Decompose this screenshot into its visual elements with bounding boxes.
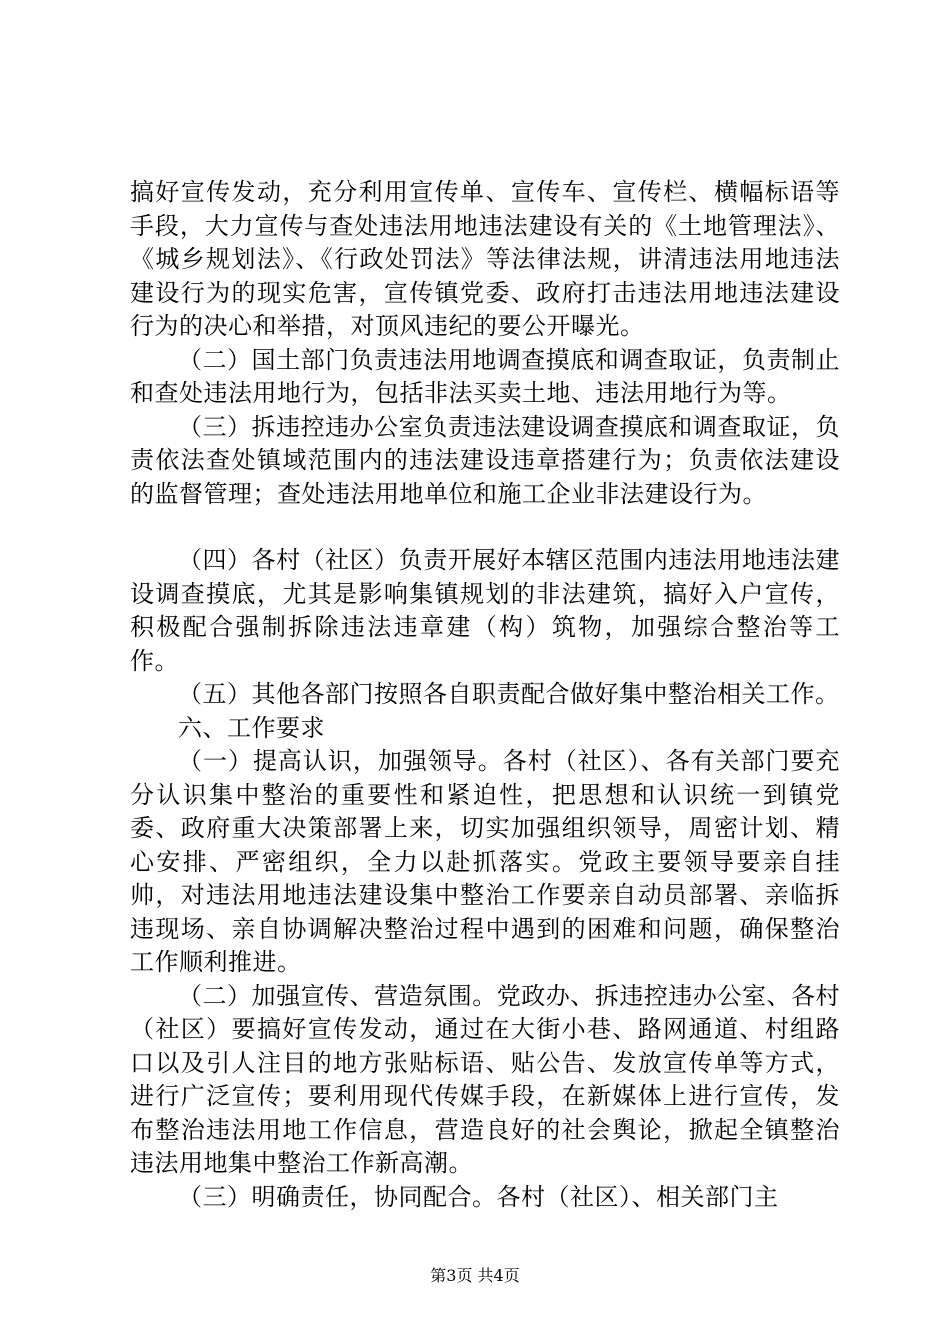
page-number-footer: 第3页 共4页 xyxy=(430,1266,520,1285)
paragraph-publicity-atmosphere: （二）加强宣传、营造氛围。党政办、拆违控违办公室、各村（社区）要搞好宣传发动，通过在大街小巷、路网通道、村组路口以及引人注目的地方张贴标语、贴公告、发放宣传单等方式，进行广泛宣传；要利用现代传媒手段，在新媒体上进行宣传，发布整治违法用地工作信息，营造良好的社会舆论，掀起全镇整治违法用地集中整治工作新高潮。 xyxy=(130,981,840,1177)
paragraph-villages: （四）各村（社区）负责开展好本辖区范围内违法用地违法建设调查摸底，尤其是影响集镇规划的非法建筑，搞好入户宣传，积极配合强制拆除违法违章建（构）筑物，加强综合整治等工作。 xyxy=(130,546,840,675)
paragraph-responsibility: （三）明确责任，协同配合。各村（社区）、相关部门主 xyxy=(178,1182,779,1211)
paragraph-demolition-office: （三）拆违控违办公室负责违法建设调查摸底和调查取证，负责依法查处镇域范围内的违法建设违章搭建行为；负责依法建设的监督管理；查处违法用地单位和施工企业非法建设行为。 xyxy=(130,412,840,508)
section-heading-work-requirements: 六、工作要求 xyxy=(178,713,325,742)
paragraph-land-department: （二）国土部门负责违法用地调查摸底和调查取证，负责制止和查处违法用地行为，包括非法买卖土地、违法用地行为等。 xyxy=(130,345,840,407)
paragraph-leadership: （一）提高认识，加强领导。各村（社区）、各有关部门要充分认识集中整治的重要性和紧迫性，把思想和认识统一到镇党委、政府重大决策部署上来，切实加强组织领导，周密计划、精心安排、严密组织，全力以赴抓落实。党政主要领导要亲自挂帅，对违法用地违法建设集中整治工作要亲自动员部署、亲临拆违现场、亲自协调解决整治过程中遇到的困难和问题，确保整治工作顺利推进。 xyxy=(130,747,840,976)
document-body xyxy=(130,176,840,1214)
paragraph-other-departments: （五）其他各部门按照各自职责配合做好集中整治相关工作。 xyxy=(178,680,840,708)
paragraph-publicity-continued: 搞好宣传发动，充分利用宣传单、宣传车、宣传栏、横幅标语等手段，大力宣传与查处违法用地违法建设有关的《土地管理法》、《城乡规划法》、《行政处罚法》等法律法规，讲清违法用地违法建设行为的现实危害，宣传镇党委、政府打击违法用地违法建设行为的决心和举措，对顶风违纪的要公开曝光。 xyxy=(130,178,840,340)
